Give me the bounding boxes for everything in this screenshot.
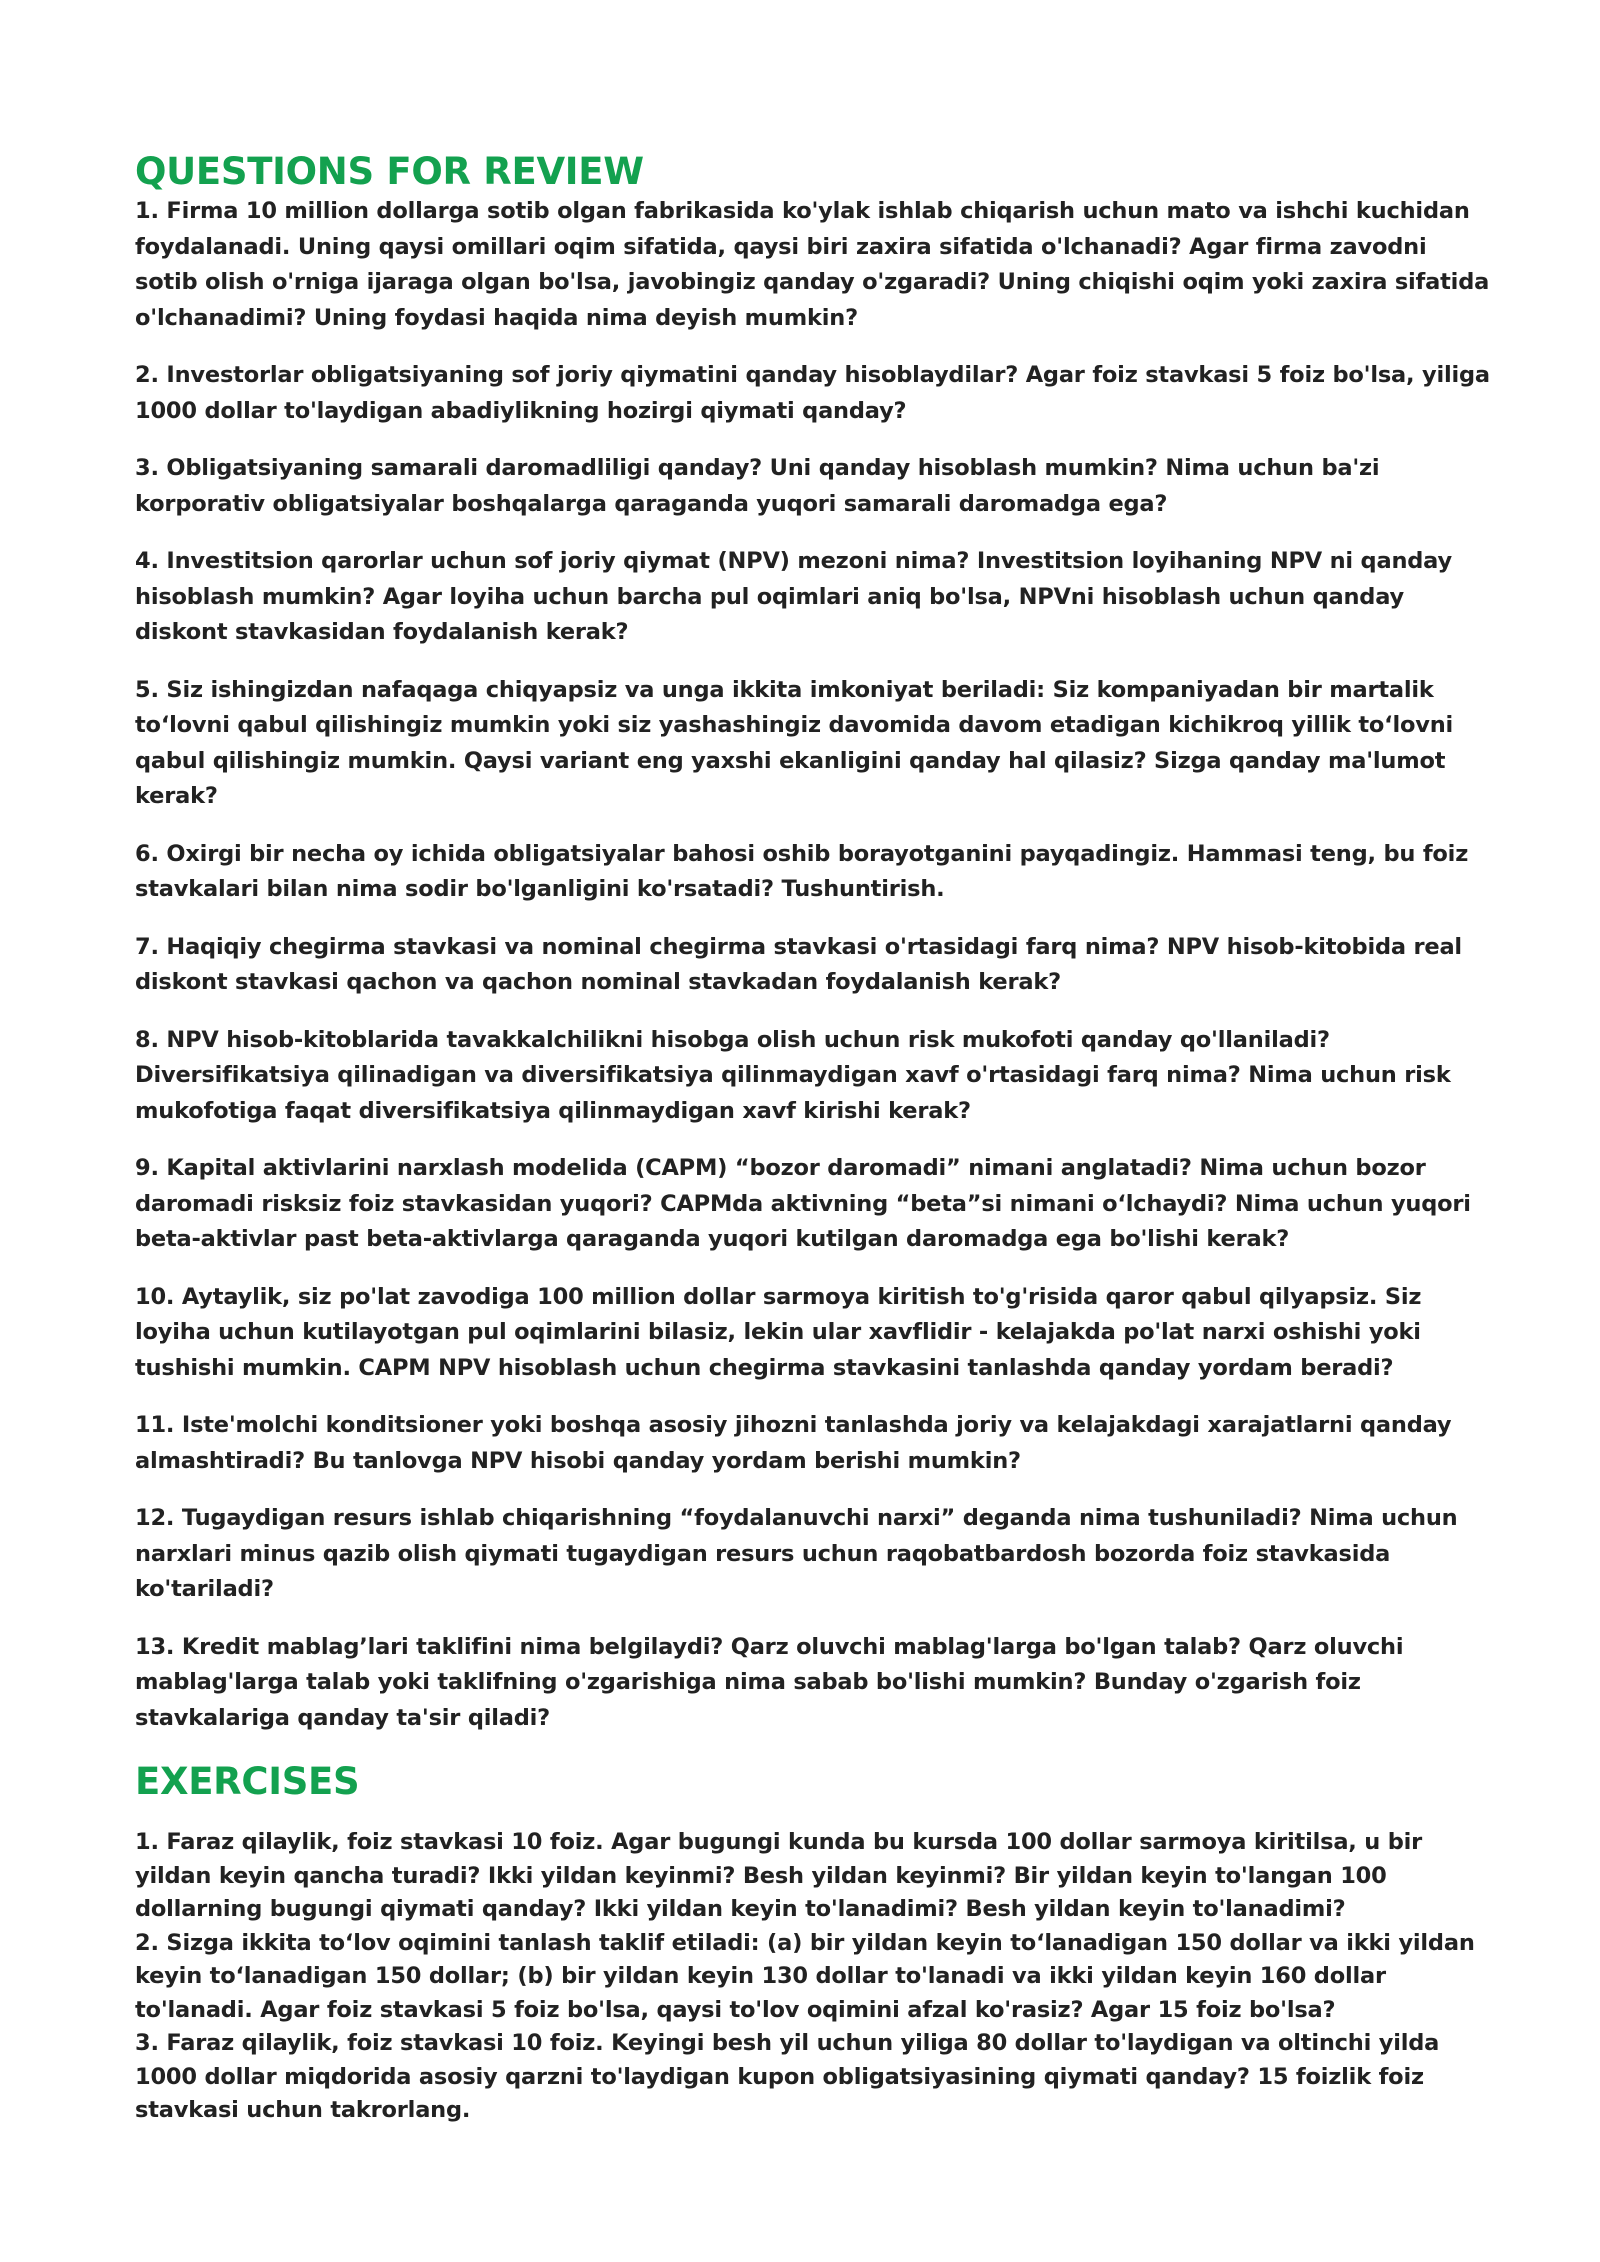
question-item: 2. Investorlar obligatsiyaning sof joriy qiymatini qanday hisoblaydilar? Agar foiz stavkasi 5 foiz bo'lsa, yiliga 1000 dollar to'laydigan abadiylikning hozirgi qiymati qanday?: [135, 362, 1490, 424]
exercises-heading: EXERCISES: [135, 1760, 360, 1803]
questions-list: [135, 194, 1495, 1736]
question-item: 12. Tugaydigan resurs ishlab chiqarishning “foydalanuvchi narxi” deganda nima tushuniladi? Nima uchun narxlari minus qazib olish qiymati tugaydigan resurs uchun raqobatbardosh bozorda foiz stavkasida ko'tariladi?: [135, 1505, 1458, 1602]
questions-heading: QUESTIONS FOR REVIEW: [135, 150, 644, 193]
question-item: 5. Siz ishingizdan nafaqaga chiqyapsiz va unga ikkita imkoniyat beriladi: Siz kompaniyadan bir martalik to‘lovni qabul qilishingiz mumkin yoki siz yashashingiz davomida davom etadigan kichikroq yillik to‘lovni qabul qilishingiz mumkin. Qaysi variant eng yaxshi ekanligini qanday hal qilasiz? Sizga qanday ma'lumot kerak?: [135, 676, 1454, 809]
exercises-list: [135, 1826, 1495, 2128]
question-item: 7. Haqiqiy chegirma stavkasi va nominal chegirma stavkasi o'rtasidagi farq nima? NPV hisob-kitobida real diskont stavkasi qachon va qachon nominal stavkadan foydalanish kerak?: [135, 933, 1462, 995]
question-item: 1. Firma 10 million dollarga sotib olgan fabrikasida ko'ylak ishlab chiqarish uchun mato va ishchi kuchidan foydalanadi. Uning qaysi omillari oqim sifatida, qaysi biri zaxira sifatida o'lchanadi? Agar firma zavodni sotib olish o'rniga ijaraga olgan bo'lsa, javobingiz qanday o'zgaradi? Uning chiqishi oqim yoki zaxira sifatida o'lchanadimi? Uning foydasi haqida nima deyish mumkin?: [135, 198, 1490, 331]
question-item: 8. NPV hisob-kitoblarida tavakkalchilikni hisobga olish uchun risk mukofoti qanday qo'llaniladi? Diversifikatsiya qilinadigan va diversifikatsiya qilinmaydigan xavf o'rtasidagi farq nima? Nima uchun risk mukofotiga faqat diversifikatsiya qilinmaydigan xavf kirishi kerak?: [135, 1026, 1451, 1124]
question-item: 9. Kapital aktivlarini narxlash modelida (CAPM) “bozor daromadi” nimani anglatadi? Nima uchun bozor daromadi risksiz foiz stavkasidan yuqori? CAPMda aktivning “beta”si nimani o‘lchaydi? Nima uchun yuqori beta-aktivlar past beta-aktivlarga qaraganda yuqori kutilgan daromadga ega bo'lishi kerak?: [135, 1155, 1471, 1252]
question-item: 4. Investitsion qarorlar uchun sof joriy qiymat (NPV) mezoni nima? Investitsion loyihaning NPV ni qanday hisoblash mumkin? Agar loyiha uchun barcha pul oqimlari aniq bo'lsa, NPVni hisoblash uchun qanday diskont stavkasidan foydalanish kerak?: [135, 548, 1452, 645]
exercise-item: 1. Faraz qilaylik, foiz stavkasi 10 foiz. Agar bugungi kunda bu kursda 100 dollar sarmoya kiritilsa, u bir yildan keyin qancha turadi? Ikki yildan keyinmi? Besh yildan keyinmi? Bir yildan keyin to'langan 100 dollarning bugungi qiymati qanday? Ikki yildan keyin to'lanadimi? Besh yildan keyin to'lanadimi?: [135, 1829, 1423, 1922]
document-page: [135, 150, 1495, 2128]
question-item: 10. Aytaylik, siz po'lat zavodiga 100 million dollar sarmoya kiritish to'g'risida qaror qabul qilyapsiz. Siz loyiha uchun kutilayotgan pul oqimlarini bilasiz, lekin ular xavflidir - kelajakda po'lat narxi oshishi yoki tushishi mumkin. CAPM NPV hisoblash uchun chegirma stavkasini tanlashda qanday yordam beradi?: [135, 1283, 1422, 1381]
question-item: 13. Kredit mablag’lari taklifini nima belgilaydi? Qarz oluvchi mablag'larga bo'lgan talab? Qarz oluvchi mablag'larga talab yoki taklifning o'zgarishiga nima sabab bo'lishi mumkin? Bunday o'zgarish foiz stavkalariga qanday ta'sir qiladi?: [135, 1633, 1404, 1731]
exercise-item: 2. Sizga ikkita to‘lov oqimini tanlash taklif etiladi: (a) bir yildan keyin to‘lanadigan 150 dollar va ikki yildan keyin to‘lanadigan 150 dollar; (b) bir yildan keyin 130 dollar to'lanadi va ikki yildan keyin 160 dollar to'lanadi. Agar foiz stavkasi 5 foiz bo'lsa, qaysi to'lov oqimini afzal ko'rasiz? Agar 15 foiz bo'lsa?: [135, 1929, 1475, 2023]
question-item: 3. Obligatsiyaning samarali daromadliligi qanday? Uni qanday hisoblash mumkin? Nima uchun ba'zi korporativ obligatsiyalar boshqalarga qaraganda yuqori samarali daromadga ega?: [135, 455, 1380, 517]
exercise-item: 3. Faraz qilaylik, foiz stavkasi 10 foiz. Keyingi besh yil uchun yiliga 80 dollar to'laydigan va oltinchi yilda 1000 dollar miqdorida asosiy qarzni to'laydigan kupon obligatsiyasining qiymati qanday? 15 foizlik foiz stavkasi uchun takrorlang.: [135, 2030, 1440, 2123]
question-item: 11. Iste'molchi konditsioner yoki boshqa asosiy jihozni tanlashda joriy va kelajakdagi xarajatlarni qanday almashtiradi? Bu tanlovga NPV hisobi qanday yordam berishi mumkin?: [135, 1412, 1452, 1474]
question-item: 6. Oxirgi bir necha oy ichida obligatsiyalar bahosi oshib borayotganini payqadingiz. Hammasi teng, bu foiz stavkalari bilan nima sodir bo'lganligini ko'rsatadi? Tushuntirish.: [135, 840, 1469, 902]
